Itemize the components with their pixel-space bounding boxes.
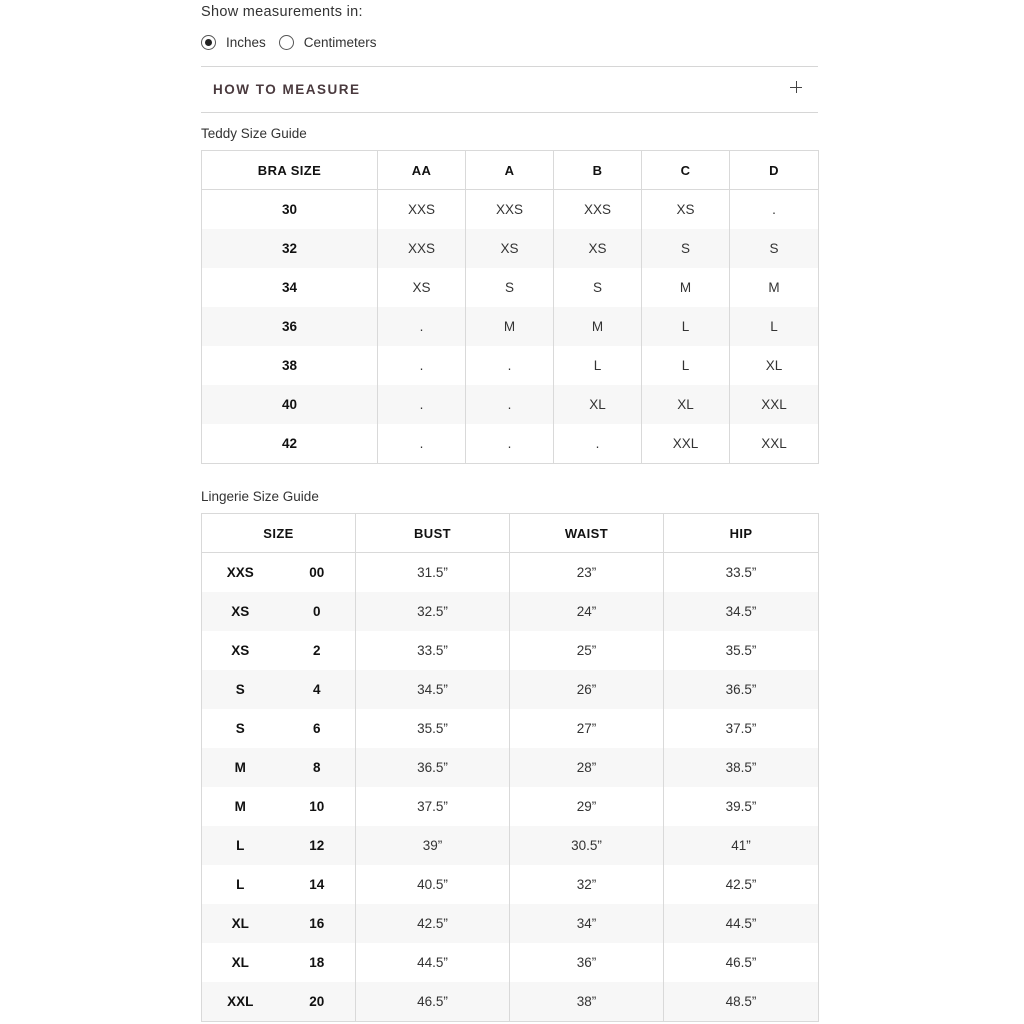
- teddy-size-cell: .: [554, 424, 642, 464]
- table-row: [202, 865, 819, 904]
- teddy-size-cell: .: [378, 424, 466, 464]
- teddy-header-cell: AA: [378, 151, 466, 190]
- table-row: [202, 787, 819, 826]
- teddy-size-cell: XL: [730, 346, 819, 385]
- teddy-size-cell: S: [466, 268, 554, 307]
- teddy-band-size-cell: 38: [202, 346, 378, 385]
- table-row: [202, 826, 819, 865]
- lingerie-number-size-cell: 12: [279, 826, 356, 865]
- lingerie-letter-size-cell: XXS: [202, 553, 279, 593]
- hip-cell: 48.5”: [664, 982, 819, 1022]
- teddy-band-size-cell: 42: [202, 424, 378, 464]
- lingerie-guide-title: Lingerie Size Guide: [201, 489, 319, 504]
- waist-cell: 29”: [510, 787, 664, 826]
- lingerie-number-size-cell: 4: [279, 670, 356, 709]
- teddy-header-cell: C: [642, 151, 730, 190]
- waist-cell: 26”: [510, 670, 664, 709]
- teddy-band-size-cell: 40: [202, 385, 378, 424]
- waist-cell: 23”: [510, 553, 664, 593]
- lingerie-header-cell: WAIST: [510, 514, 664, 553]
- lingerie-size-table: [201, 513, 819, 1022]
- teddy-size-cell: M: [554, 307, 642, 346]
- lingerie-number-size-cell: 20: [279, 982, 356, 1022]
- teddy-band-size-cell: 34: [202, 268, 378, 307]
- table-row: [202, 631, 819, 670]
- radio-selected-icon[interactable]: [201, 35, 216, 50]
- hip-cell: 36.5”: [664, 670, 819, 709]
- units-label: Show measurements in:: [201, 4, 363, 20]
- teddy-size-cell: .: [466, 385, 554, 424]
- teddy-size-cell: S: [730, 229, 819, 268]
- teddy-size-cell: XS: [378, 268, 466, 307]
- hip-cell: 38.5”: [664, 748, 819, 787]
- how-to-measure-accordion[interactable]: [201, 66, 818, 113]
- teddy-size-cell: XXL: [730, 385, 819, 424]
- hip-cell: 37.5”: [664, 709, 819, 748]
- teddy-header-cell: BRA SIZE: [202, 151, 378, 190]
- lingerie-number-size-cell: 18: [279, 943, 356, 982]
- bust-cell: 31.5”: [356, 553, 510, 593]
- teddy-size-cell: M: [466, 307, 554, 346]
- hip-cell: 35.5”: [664, 631, 819, 670]
- table-row: [202, 982, 819, 1022]
- lingerie-number-size-cell: 2: [279, 631, 356, 670]
- lingerie-number-size-cell: 10: [279, 787, 356, 826]
- bust-cell: 46.5”: [356, 982, 510, 1022]
- teddy-size-cell: .: [378, 346, 466, 385]
- teddy-size-cell: XS: [466, 229, 554, 268]
- teddy-size-cell: L: [554, 346, 642, 385]
- table-row: [202, 307, 819, 346]
- table-row: [202, 709, 819, 748]
- teddy-size-cell: .: [730, 190, 819, 230]
- bust-cell: 32.5”: [356, 592, 510, 631]
- teddy-size-cell: .: [378, 385, 466, 424]
- teddy-size-table: [201, 150, 819, 464]
- table-row: [202, 904, 819, 943]
- table-row: [202, 748, 819, 787]
- lingerie-letter-size-cell: S: [202, 670, 279, 709]
- teddy-size-cell: .: [466, 346, 554, 385]
- teddy-size-cell: L: [642, 346, 730, 385]
- table-row: [202, 268, 819, 307]
- teddy-header-cell: B: [554, 151, 642, 190]
- lingerie-letter-size-cell: L: [202, 865, 279, 904]
- plus-icon[interactable]: [790, 81, 802, 93]
- lingerie-letter-size-cell: M: [202, 787, 279, 826]
- teddy-size-cell: XL: [642, 385, 730, 424]
- lingerie-header-cell: BUST: [356, 514, 510, 553]
- hip-cell: 46.5”: [664, 943, 819, 982]
- hip-cell: 42.5”: [664, 865, 819, 904]
- bust-cell: 36.5”: [356, 748, 510, 787]
- lingerie-number-size-cell: 8: [279, 748, 356, 787]
- table-row: [202, 592, 819, 631]
- bust-cell: 37.5”: [356, 787, 510, 826]
- teddy-header-cell: D: [730, 151, 819, 190]
- table-row: [202, 385, 819, 424]
- waist-cell: 27”: [510, 709, 664, 748]
- teddy-band-size-cell: 36: [202, 307, 378, 346]
- lingerie-number-size-cell: 16: [279, 904, 356, 943]
- lingerie-letter-size-cell: XL: [202, 943, 279, 982]
- lingerie-letter-size-cell: M: [202, 748, 279, 787]
- lingerie-number-size-cell: 0: [279, 592, 356, 631]
- radio-inches-label: Inches: [226, 34, 266, 50]
- waist-cell: 25”: [510, 631, 664, 670]
- lingerie-letter-size-cell: S: [202, 709, 279, 748]
- teddy-size-cell: XXS: [466, 190, 554, 230]
- teddy-size-cell: M: [642, 268, 730, 307]
- radio-unselected-icon[interactable]: [279, 35, 294, 50]
- teddy-size-cell: .: [466, 424, 554, 464]
- bust-cell: 33.5”: [356, 631, 510, 670]
- bust-cell: 34.5”: [356, 670, 510, 709]
- table-row: [202, 190, 819, 230]
- table-row: [202, 670, 819, 709]
- hip-cell: 44.5”: [664, 904, 819, 943]
- bust-cell: 39”: [356, 826, 510, 865]
- lingerie-letter-size-cell: XS: [202, 631, 279, 670]
- how-to-measure-title: HOW TO MEASURE: [213, 82, 361, 97]
- lingerie-number-size-cell: 14: [279, 865, 356, 904]
- teddy-size-cell: L: [642, 307, 730, 346]
- waist-cell: 34”: [510, 904, 664, 943]
- lingerie-header-cell: HIP: [664, 514, 819, 553]
- lingerie-letter-size-cell: XS: [202, 592, 279, 631]
- radio-centimeters[interactable]: [279, 35, 377, 50]
- table-row: [202, 553, 819, 593]
- teddy-size-cell: XXS: [554, 190, 642, 230]
- waist-cell: 28”: [510, 748, 664, 787]
- hip-cell: 39.5”: [664, 787, 819, 826]
- waist-cell: 24”: [510, 592, 664, 631]
- teddy-size-cell: .: [378, 307, 466, 346]
- table-row: [202, 943, 819, 982]
- teddy-size-cell: XS: [554, 229, 642, 268]
- bust-cell: 42.5”: [356, 904, 510, 943]
- lingerie-letter-size-cell: XXL: [202, 982, 279, 1022]
- radio-centimeters-label: Centimeters: [303, 34, 377, 50]
- teddy-size-cell: S: [554, 268, 642, 307]
- teddy-band-size-cell: 30: [202, 190, 378, 230]
- teddy-size-cell: XS: [642, 190, 730, 230]
- teddy-size-cell: XXS: [378, 229, 466, 268]
- bust-cell: 40.5”: [356, 865, 510, 904]
- waist-cell: 32”: [510, 865, 664, 904]
- lingerie-letter-size-cell: L: [202, 826, 279, 865]
- table-row: [202, 346, 819, 385]
- teddy-band-size-cell: 32: [202, 229, 378, 268]
- table-row: [202, 229, 819, 268]
- lingerie-number-size-cell: 00: [279, 553, 356, 593]
- units-radio-group: [201, 33, 390, 51]
- radio-inches[interactable]: [201, 35, 266, 50]
- bust-cell: 44.5”: [356, 943, 510, 982]
- teddy-size-cell: XL: [554, 385, 642, 424]
- teddy-size-cell: M: [730, 268, 819, 307]
- teddy-size-cell: L: [730, 307, 819, 346]
- hip-cell: 34.5”: [664, 592, 819, 631]
- lingerie-letter-size-cell: XL: [202, 904, 279, 943]
- hip-cell: 41”: [664, 826, 819, 865]
- teddy-header-cell: A: [466, 151, 554, 190]
- bust-cell: 35.5”: [356, 709, 510, 748]
- hip-cell: 33.5”: [664, 553, 819, 593]
- teddy-size-cell: S: [642, 229, 730, 268]
- waist-cell: 38”: [510, 982, 664, 1022]
- waist-cell: 36”: [510, 943, 664, 982]
- teddy-guide-title: Teddy Size Guide: [201, 126, 307, 141]
- table-row: [202, 424, 819, 464]
- lingerie-number-size-cell: 6: [279, 709, 356, 748]
- teddy-size-cell: XXL: [642, 424, 730, 464]
- waist-cell: 30.5”: [510, 826, 664, 865]
- teddy-size-cell: XXL: [730, 424, 819, 464]
- lingerie-header-cell: SIZE: [202, 514, 356, 553]
- teddy-size-cell: XXS: [378, 190, 466, 230]
